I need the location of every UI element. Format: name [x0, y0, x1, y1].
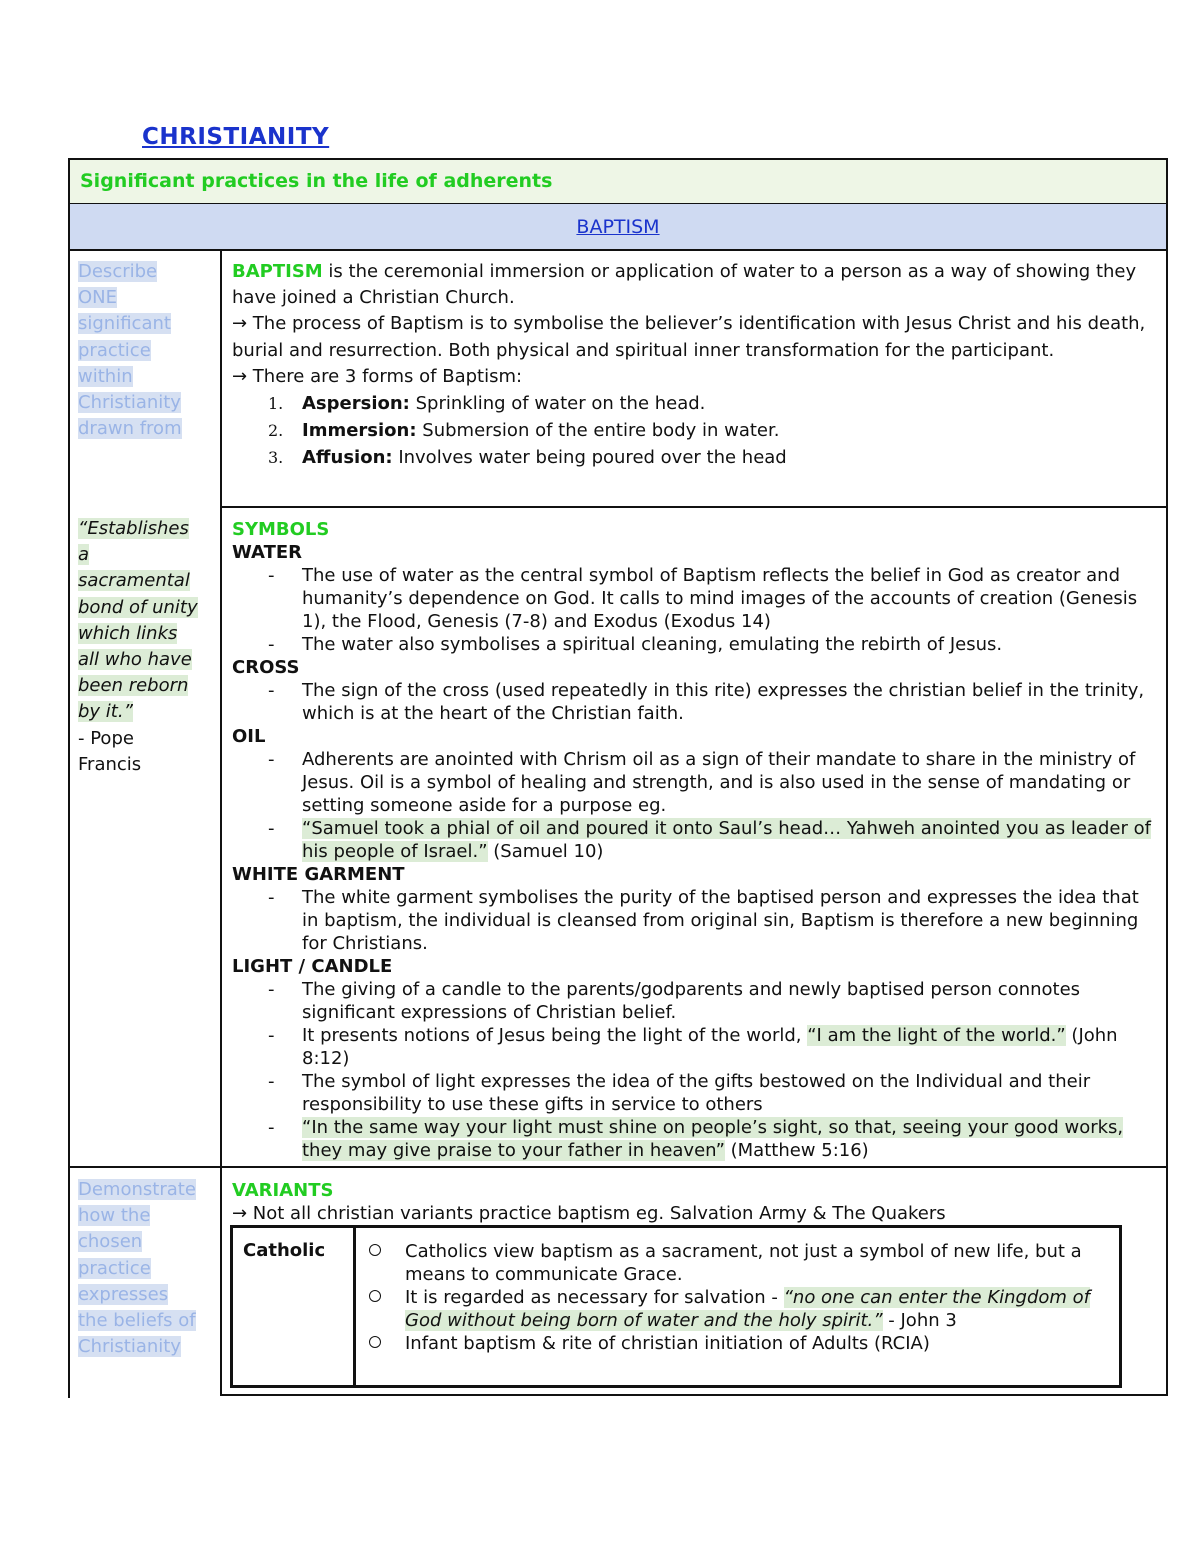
list-item: [232, 1116, 1157, 1162]
quote-line: “Establishes: [78, 518, 189, 539]
form-desc: Submersion of the entire body in water.: [416, 420, 780, 442]
quote-line: sacramental: [78, 570, 190, 592]
row-divider-2: [68, 1166, 1168, 1168]
list-item: - The sign of the cross (used repeatedly in this rite) expresses the christian belief in the trinity, which is at the heart of the Christian faith.: [232, 679, 1157, 725]
form-name: Aspersion:: [302, 393, 410, 415]
list-item: [232, 817, 1157, 863]
column-divider: [220, 250, 222, 1396]
water-heading: WATER: [232, 542, 303, 563]
catholic-point: It is regarded as necessary for salvation -: [405, 1287, 784, 1308]
catholic-label: Catholic: [243, 1240, 326, 1261]
list-number: 1.: [268, 394, 284, 414]
list-item: [369, 1286, 1099, 1332]
describe-line: ONE: [78, 287, 118, 309]
symbols-cell: [232, 518, 1157, 1162]
list-item: - The giving of a candle to the parents/godparents and newly baptised person connotes significant expressions of Christian belief.: [232, 978, 1157, 1024]
baptism-definition: [232, 259, 1157, 311]
baptism-process: → The process of Baptism is to symbolise the believer’s identification with Jesus Christ and his death, burial and resurrection. Both physical and spiritual inner transformation for the participant.: [232, 313, 1146, 361]
quote-reference: - John 3: [882, 1310, 957, 1331]
quote-reference: (Matthew 5:16): [724, 1140, 869, 1161]
forms-list: [232, 390, 1157, 471]
list-item: - The white garment symbolises the purity of the baptised person and expresses the idea that in baptism, the individual is cleansed from original sin, Baptism is therefore a new beginning for Christians.: [232, 886, 1157, 955]
list-number: 2.: [268, 421, 284, 441]
catholic-point: Catholics view baptism as a sacrament, not just a symbol of new life, but a means to communicate Grace.: [405, 1241, 1082, 1285]
quote-line: bond of unity: [78, 596, 198, 618]
table-left-border: [68, 250, 70, 1398]
list-item: [369, 1332, 1099, 1355]
list-item: [369, 1240, 1099, 1286]
describe-line: drawn from: [78, 418, 182, 440]
list-item: [232, 390, 1157, 417]
describe-prompt: [78, 259, 214, 442]
oil-heading: OIL: [232, 726, 266, 747]
circle-bullet-icon: [369, 1336, 381, 1348]
john-3-quote: “no one can enter the Kingdom of God without being born of water and the holy spirit.”: [405, 1287, 1091, 1331]
demonstrate-prompt: [78, 1177, 214, 1360]
circle-bullet-icon: [369, 1244, 381, 1256]
quote-reference: (Samuel 10): [487, 841, 604, 862]
baptism-term: BAPTISM: [232, 261, 323, 282]
john-quote: “I am the light of the world.”: [807, 1025, 1066, 1046]
demonstrate-line: how the: [78, 1205, 151, 1227]
catholic-table: [230, 1225, 1122, 1388]
describe-line: within: [78, 365, 133, 387]
quote-line: been reborn: [78, 675, 189, 697]
page-title: CHRISTIANITY: [142, 124, 330, 150]
quote-attribution: Francis: [78, 753, 142, 775]
cross-heading: CROSS: [232, 657, 300, 678]
forms-intro: → There are 3 forms of Baptism:: [232, 365, 523, 387]
samuel-quote: “Samuel took a phial of oil and poured it onto Saul’s head… Yahweh anointed you as leader of his people of Israel.”: [302, 818, 1151, 862]
list-item: - The symbol of light expresses the idea of the gifts bestowed on the Individual and their responsibility to use these gifts in service to others: [232, 1070, 1157, 1116]
catholic-divider: [353, 1228, 356, 1385]
garment-heading: WHITE GARMENT: [232, 864, 405, 885]
subsection-header-row: [68, 203, 1168, 251]
light-text: It presents notions of Jesus being the light of the world,: [302, 1025, 808, 1046]
demonstrate-line: chosen: [78, 1231, 143, 1253]
variants-heading: VARIANTS: [232, 1180, 334, 1201]
describe-line: Describe: [78, 261, 158, 282]
form-name: Affusion:: [302, 447, 393, 469]
demonstrate-line: practice: [78, 1257, 151, 1279]
list-item: [232, 1024, 1157, 1070]
list-item: - The use of water as the central symbol of Baptism reflects the belief in God as creator and humanity’s dependence on God. It calls to mind images of the accounts of creation (Genesis 1), the Flood, Genesis (7-8) and Exodus (Exodus 14): [232, 564, 1157, 633]
table-bottom-border: [220, 1394, 1168, 1396]
quote-attribution: - Pope: [78, 727, 134, 749]
describe-line: Christianity: [78, 392, 181, 414]
definition-text: is the ceremonial immersion or application of water to a person as a way of showing they have joined a Christian Church.: [232, 261, 1137, 309]
section-header: Significant practices in the life of adherents: [80, 170, 553, 192]
quote-line: by it.”: [78, 701, 133, 723]
row-divider-1: [220, 506, 1168, 508]
demonstrate-line: the beliefs of: [78, 1310, 196, 1332]
catholic-list: [369, 1240, 1099, 1355]
form-desc: Involves water being poured over the head: [392, 447, 787, 469]
symbols-heading: SYMBOLS: [232, 519, 330, 540]
list-number: 3.: [268, 448, 284, 468]
section-header-row: [68, 158, 1168, 204]
light-heading: LIGHT / CANDLE: [232, 956, 393, 977]
circle-bullet-icon: [369, 1290, 381, 1302]
quote-line: a: [78, 544, 90, 566]
subsection-header: BAPTISM: [576, 216, 660, 238]
variants-intro: → Not all christian variants practice baptism eg. Salvation Army & The Quakers: [232, 1203, 946, 1224]
describe-line: significant: [78, 313, 171, 335]
list-item: [232, 444, 1157, 471]
demonstrate-line: expresses: [78, 1283, 169, 1305]
demonstrate-line: Christianity: [78, 1336, 181, 1358]
variants-cell: [232, 1179, 1157, 1225]
catholic-point: Infant baptism & rite of christian initiation of Adults (RCIA): [405, 1333, 930, 1354]
baptism-definition-cell: [232, 259, 1157, 471]
quote-line: all who have: [78, 649, 192, 671]
matthew-quote: “In the same way your light must shine on people’s sight, so that, seeing your good works, they may give praise to your father in heaven”: [302, 1117, 1124, 1161]
table-right-border: [1166, 250, 1168, 1396]
list-item: - The water also symbolises a spiritual cleaning, emulating the rebirth of Jesus.: [232, 633, 1157, 656]
form-desc: Sprinkling of water on the head.: [409, 393, 706, 415]
pope-francis-quote: [78, 516, 214, 778]
demonstrate-line: Demonstrate: [78, 1179, 196, 1200]
list-item: [232, 417, 1157, 444]
describe-line: practice: [78, 339, 151, 361]
quote-line: which links: [78, 622, 178, 644]
list-item: - Adherents are anointed with Chrism oil as a sign of their mandate to share in the ministry of Jesus. Oil is a symbol of healing and strength, and is also used in the sense of mandating or setting someone aside for a purpose eg.: [232, 748, 1157, 817]
form-name: Immersion:: [302, 420, 417, 442]
quote-reference: (John 8:12): [302, 1025, 1118, 1069]
